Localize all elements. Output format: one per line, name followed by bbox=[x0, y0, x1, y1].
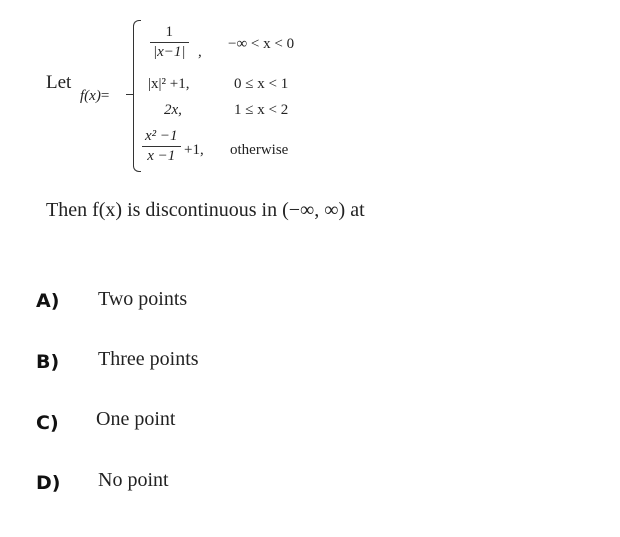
question-prompt: Then f(x) is discontinuous in (−∞, ∞) at bbox=[46, 199, 365, 221]
case-1-denominator: |x−1| bbox=[153, 44, 186, 60]
fraction-bar bbox=[150, 42, 189, 43]
option-b-letter: B) bbox=[36, 351, 60, 373]
equals-sign: = bbox=[100, 88, 110, 104]
case-4-condition: otherwise bbox=[230, 142, 289, 158]
case-1-comma: , bbox=[198, 44, 202, 60]
option-d-text[interactable]: No point bbox=[98, 469, 169, 491]
fraction-bar bbox=[142, 146, 181, 147]
left-brace-tip bbox=[126, 94, 134, 95]
case-3-expression: 2x, bbox=[164, 102, 182, 118]
option-c-text[interactable]: One point bbox=[96, 408, 176, 430]
case-4-fraction bbox=[142, 128, 181, 165]
option-d-letter: D) bbox=[36, 472, 61, 494]
case-2-condition: 0 ≤ x < 1 bbox=[234, 76, 289, 92]
case-3-condition: 1 ≤ x < 2 bbox=[234, 102, 289, 118]
case-1-fraction bbox=[150, 24, 189, 61]
option-c-letter: C) bbox=[36, 412, 59, 434]
case-2-expression: |x|² +1, bbox=[148, 76, 190, 92]
option-b-text[interactable]: Three points bbox=[98, 348, 199, 370]
function-symbol: f(x) bbox=[80, 88, 101, 104]
case-4-numerator: x² −1 bbox=[145, 128, 178, 144]
option-a-text[interactable]: Two points bbox=[98, 288, 188, 310]
case-1-numerator: 1 bbox=[165, 24, 174, 40]
left-brace bbox=[133, 20, 141, 172]
option-a-letter: A) bbox=[36, 290, 60, 312]
case-4-suffix: +1, bbox=[184, 142, 204, 158]
case-4-denominator: x −1 bbox=[147, 148, 176, 164]
let-label: Let bbox=[46, 72, 72, 93]
function-name bbox=[80, 88, 109, 105]
case-1-condition: −∞ < x < 0 bbox=[228, 36, 295, 52]
